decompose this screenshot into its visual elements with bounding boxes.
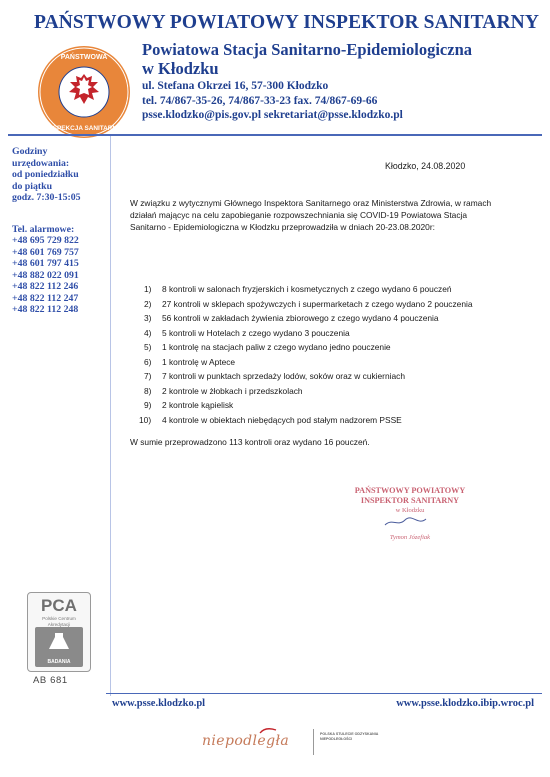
alarm-number: +48 822 112 246 <box>12 281 79 292</box>
pca-badania-box <box>35 627 83 667</box>
website-link[interactable]: www.psse.klodzko.pl <box>112 698 206 709</box>
list-item <box>130 299 500 311</box>
item-text: 27 kontroli w sklepach spożywczych i supermarketach z czego wydano 2 pouczenia <box>162 298 473 309</box>
pca-sub-line: Polskie Centrum <box>42 616 76 621</box>
item-number: 9) <box>144 400 152 410</box>
logo-top-text: PAŃSTWOWA <box>60 54 108 61</box>
sidebar-divider <box>110 136 111 696</box>
alarm-number: +48 882 022 091 <box>12 269 79 281</box>
pca-sub-line: Akredytacji <box>47 621 71 627</box>
phone-line: tel. 74/867-35-26, 74/867-33-23 fax. 74/867-69-66 <box>142 94 378 107</box>
item-number: 10) <box>139 414 152 425</box>
letter-date: Kłodzko, 24.08.2020 <box>385 161 466 171</box>
list-item <box>130 371 500 383</box>
sidebar-info <box>12 146 108 316</box>
item-number: 6) <box>144 356 152 367</box>
accreditation-code: AB 681 <box>33 675 68 686</box>
item-text: 1 kontrolę na stacjach paliw z czego wydano jedno pouczenie <box>162 342 391 352</box>
list-item <box>130 400 500 412</box>
item-number: 7) <box>144 371 152 381</box>
bip-website-link[interactable]: www.psse.klodzko.ibip.wroc.pl <box>396 698 534 709</box>
alarm-number: +48 822 112 248 <box>12 304 79 315</box>
signature-icon <box>380 516 440 528</box>
item-text: 8 kontroli w salonach fryzjerskich i kosmetycznych z czego wydano 6 pouczeń <box>162 284 452 294</box>
list-item <box>130 357 500 369</box>
list-item <box>130 386 500 398</box>
flag-ribbon-icon <box>258 727 278 735</box>
item-text: 5 kontroli w Hotelach z czego wydano 3 pouczenia <box>162 327 350 338</box>
footer-logo-divider <box>313 729 314 755</box>
header-divider <box>8 134 542 136</box>
official-stamp <box>350 486 470 542</box>
alarm-number: +48 822 112 247 <box>12 292 79 304</box>
item-number: 3) <box>144 313 152 323</box>
list-item <box>130 313 500 325</box>
logo-bottom-text: INSPEKCJA SANITARNA <box>46 125 122 132</box>
letter-intro: W związku z wytycznymi Głównego Inspektora Sanitarnego oraz Ministerstwa Zdrowia, w ramach działań mającyc na celu zapobieganie rozpowszechniania się COVID-19 Powiatowa Stacja Sanitarno - Epidemiologiczna w Kłodzku przeprowadziła w dniach 20-23.08.2020r: <box>130 198 492 232</box>
hours-line: godz. 7:30-15:05 <box>12 192 81 203</box>
footer-divider <box>106 693 542 694</box>
pca-accreditation-badge <box>27 592 91 672</box>
stamp-line: w Kłodzku <box>395 507 425 514</box>
alarm-phones <box>12 224 108 316</box>
niepodlegla-logo-text: niepodległa <box>202 733 290 749</box>
address-line: ul. Stefana Okrzei 16, 57-300 Kłodzko <box>142 80 329 92</box>
pca-subtitle <box>28 616 90 627</box>
hours-line: od poniedziałku <box>12 169 79 180</box>
letter-summary: W sumie przeprowadzono 113 kontroli oraz wydano 16 pouczeń. <box>130 437 370 447</box>
item-number: 4) <box>144 327 152 338</box>
item-number: 2) <box>144 298 152 309</box>
office-hours <box>12 146 108 204</box>
item-text: 2 kontrole w żłobkach i przedszkolach <box>162 385 303 396</box>
alarm-number: +48 601 769 757 <box>12 246 79 258</box>
hours-line: urzędowania: <box>12 157 70 169</box>
item-number: 1) <box>144 284 152 294</box>
stamp-line: PAŃSTWOWY POWIATOWY <box>354 486 466 495</box>
stamp-line: INSPEKTOR SANITARNY <box>360 496 460 505</box>
list-item <box>130 415 500 427</box>
sanitary-inspection-logo <box>32 42 136 146</box>
inspection-list <box>130 284 500 429</box>
hours-line: Godziny <box>12 146 48 157</box>
item-text: 2 kontrole kąpielisk <box>162 400 234 410</box>
header-contact-block <box>142 40 542 123</box>
item-text: 56 kontroli w zakładach żywienia zbiorowego z czego wydano 4 pouczenia <box>162 313 439 323</box>
alarm-number: +48 695 729 822 <box>12 235 79 246</box>
pca-box-label: BADANIA <box>47 659 71 665</box>
authority-title: PAŃSTWOWY POWIATOWY INSPEKTOR SANITARNY <box>34 12 540 33</box>
stamp-name: Tymon Józefiak <box>389 534 431 541</box>
pca-brand: PCA <box>41 596 77 615</box>
hours-line: do piątku <box>12 180 53 192</box>
station-name-line2: w Kłodzku <box>142 59 219 78</box>
alarm-title: Tel. alarmowe: <box>12 223 75 235</box>
item-text: 1 kontrolę w Aptece <box>162 356 236 367</box>
item-number: 8) <box>144 385 152 396</box>
station-name-line1: Powiatowa Stacja Sanitarno-Epidemiologiczna <box>142 40 472 59</box>
list-item <box>130 342 500 354</box>
niepodlegla-caption: POLSKA STULECIE ODZYSKANIA NIEPODLEGŁOŚCI <box>320 732 379 741</box>
email-line[interactable]: psse.klodzko@pis.gov.pl sekretariat@psse.klodzko.pl <box>142 109 403 121</box>
item-text: 4 kontrole w obiektach niebędących pod stałym nadzorem PSSE <box>162 414 402 425</box>
list-item <box>130 284 500 296</box>
item-number: 5) <box>144 342 152 352</box>
list-item <box>130 328 500 340</box>
item-text: 7 kontroli w punktach sprzedaży lodów, soków oraz w cukierniach <box>162 371 405 381</box>
flask-icon <box>35 627 83 657</box>
alarm-number: +48 601 797 415 <box>12 258 79 269</box>
